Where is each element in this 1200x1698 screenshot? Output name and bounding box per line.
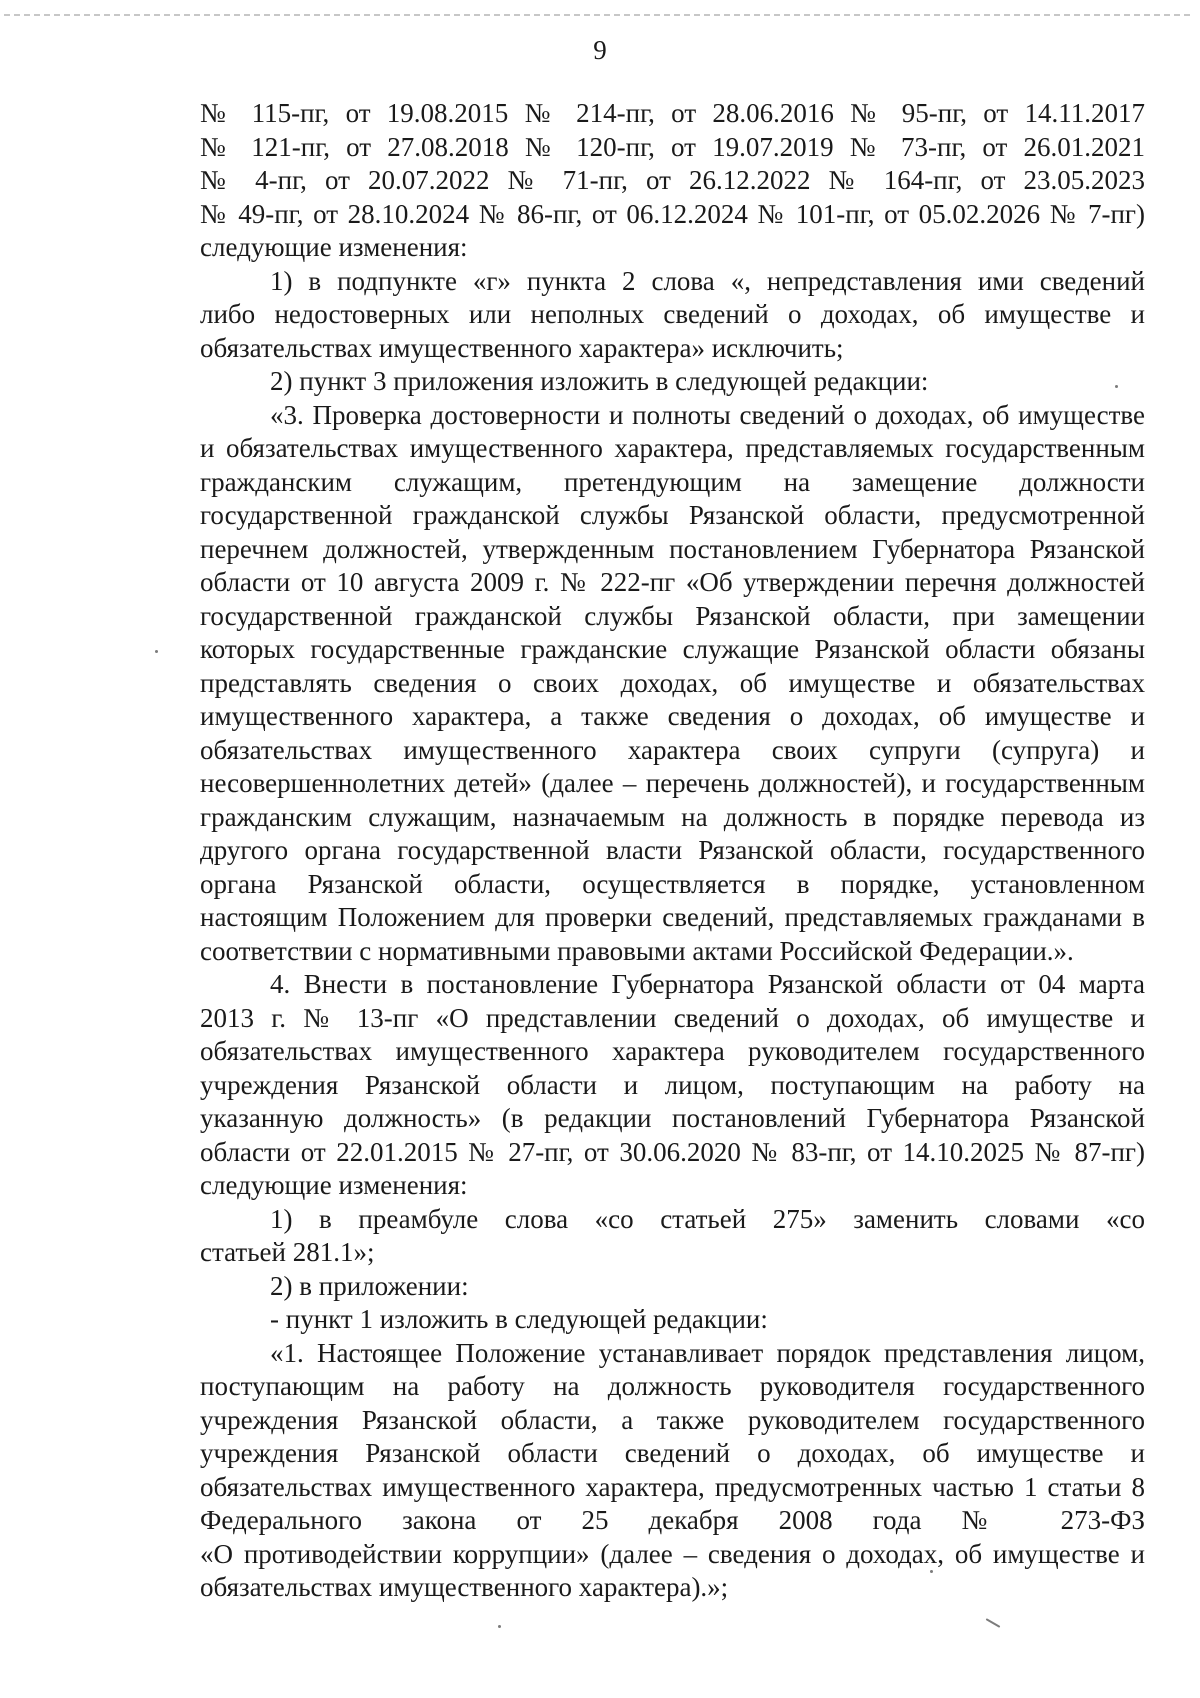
text-line: обязательствах имущественного характера своих супруги (супруга) и (200, 734, 1145, 765)
text-line: № 4-пг, от 20.07.2022 № 71-пг, от 26.12.2022 № 164-пг, от 23.05.2023 (200, 165, 1145, 195)
text-line: другого органа государственной власти Рязанской области, государственного (200, 835, 1145, 865)
text-line: «1. Настоящее Положение устанавливает порядок представления лицом, (270, 1337, 1145, 1368)
text-line: обязательствах имущественного характера).»; (200, 1572, 729, 1602)
scan-speck (498, 1625, 501, 1628)
text-line: обязательствах имущественного характера руководителем государственного (200, 1036, 1145, 1066)
text-line: 2013 г. № 13-пг «О представлении сведений о доходах, об имуществе и (200, 1002, 1145, 1033)
page-number: 9 (593, 35, 607, 65)
text-line: обязательствах имущественного характера, предусмотренных частью 1 статьи 8 (200, 1471, 1145, 1502)
text-line: № 49-пг, от 28.10.2024 № 86-пг, от 06.12.2024 № 101-пг, от 05.02.2026 № 7-пг) (200, 198, 1145, 229)
text-line: 4. Внести в постановление Губернатора Рязанской области от 04 марта (270, 969, 1145, 999)
text-line: статьей 281.1»; (200, 1237, 375, 1267)
text-line: - пункт 1 изложить в следующей редакции: (270, 1304, 768, 1334)
text-line: 1) в подпункте «г» пункта 2 слова «, непредставления ими сведений (270, 265, 1145, 296)
text-line: соответствии с нормативными правовыми актами Российской Федерации.». (200, 935, 1074, 966)
text-line: органа Рязанской области, осуществляется в порядке, установленном (200, 868, 1145, 899)
scan-speck (986, 1618, 1001, 1628)
scan-speck (1115, 385, 1118, 388)
scan-speck (930, 1570, 933, 1573)
text-line: гражданским служащим, претендующим на замещение должности (200, 466, 1145, 497)
text-line: настоящим Положением для проверки сведений, представляемых гражданами в (200, 902, 1145, 932)
text-line: 2) пункт 3 приложения изложить в следующей редакции: (270, 366, 929, 396)
text-line: представлять сведения о своих доходах, об имуществе и обязательствах (200, 667, 1145, 698)
text-line: гражданским служащим, назначаемым на должность в порядке перевода из (200, 801, 1145, 832)
text-line: учреждения Рязанской области, а также руководителем государственного (200, 1404, 1145, 1435)
text-line: которых государственные гражданские служащие Рязанской области обязаны (200, 634, 1145, 664)
text-line: № 121-пг, от 27.08.2018 № 120-пг, от 19.07.2019 № 73-пг, от 26.01.2021 (200, 131, 1145, 162)
text-line: и обязательствах имущественного характера, представляемых государственным (200, 433, 1145, 463)
text-line: государственной гражданской службы Рязанской области, при замещении (200, 600, 1145, 631)
text-line: 1) в преамбуле слова «со статьей 275» заменить словами «со (270, 1203, 1145, 1234)
text-line: указанную должность» (в редакции постановлений Губернатора Рязанской (200, 1103, 1145, 1133)
text-line: государственной гражданской службы Рязанской области, предусмотренной (200, 500, 1145, 530)
text-line: № 115-пг, от 19.08.2015 № 214-пг, от 28.06.2016 № 95-пг, от 14.11.2017 (200, 98, 1145, 128)
document-body (200, 97, 1145, 1605)
text-line: Федерального закона от 25 декабря 2008 года № 273-ФЗ (200, 1505, 1145, 1535)
scan-top-border (4, 14, 1190, 16)
text-line: «О противодействии коррупции» (далее – сведения о доходах, об имуществе и (200, 1538, 1145, 1569)
scan-speck (155, 650, 158, 653)
text-line: учреждения Рязанской области сведений о доходах, об имуществе и (200, 1438, 1145, 1468)
text-line: следующие изменения: (200, 232, 468, 262)
text-line: 2) в приложении: (270, 1270, 469, 1301)
text-line: имущественного характера, а также сведения о доходах, об имуществе и (200, 701, 1145, 731)
text-line: области от 10 августа 2009 г. № 222-пг «Об утверждении перечня должностей (200, 567, 1145, 597)
text-line: области от 22.01.2015 № 27-пг, от 30.06.2020 № 83-пг, от 14.10.2025 № 87-пг) (200, 1136, 1145, 1167)
text-line: учреждения Рязанской области и лицом, поступающим на работу на (200, 1069, 1145, 1100)
text-line: следующие изменения: (200, 1170, 468, 1200)
text-line: перечнем должностей, утвержденным постановлением Губернатора Рязанской (200, 533, 1145, 564)
text-line: обязательствах имущественного характера» исключить; (200, 332, 844, 363)
text-line: либо недостоверных или неполных сведений о доходах, об имуществе и (200, 299, 1145, 329)
text-line: «3. Проверка достоверности и полноты сведений о доходах, об имуществе (270, 399, 1145, 430)
text-line: несовершеннолетних детей» (далее – перечень должностей), и государственным (200, 768, 1145, 798)
text-line: поступающим на работу на должность руководителя государственного (200, 1371, 1145, 1401)
